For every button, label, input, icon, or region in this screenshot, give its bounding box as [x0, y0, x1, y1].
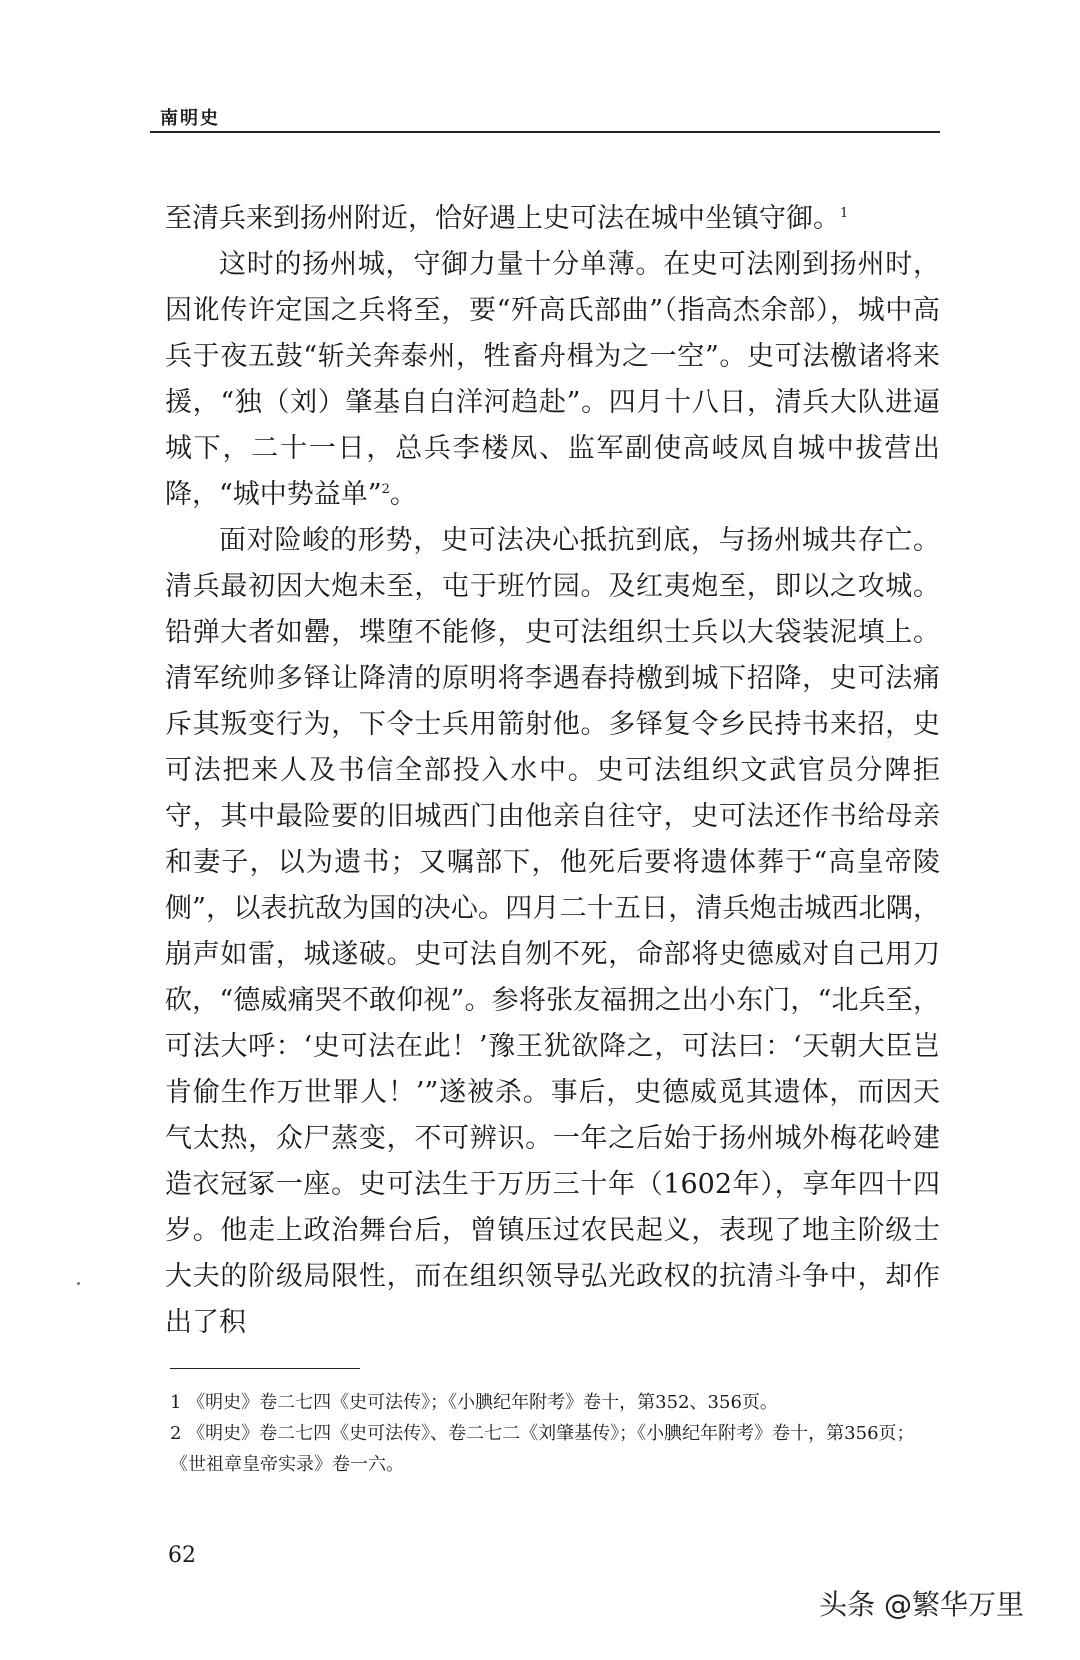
paragraph-text: 至清兵来到扬州附近，恰好遇上史可法在城中坐镇守御。 — [165, 203, 840, 234]
scan-speck — [77, 1282, 80, 1285]
footnote-ref: 1 — [840, 206, 849, 221]
page-number: 62 — [168, 1543, 196, 1568]
paragraph-text: 这时的扬州城，守御力量十分单薄。在史可法刚到扬州时，因讹传许定国之兵将至，要“歼高氏部曲”（指高杰余部），城中高兵于夜五鼓“斩关奔泰州，牲畜舟楫为之一空”。史可法檄诸将来援，“独（刘）肇基自白洋河趋赴”。四月十八日，清兵大队进逼城下，二十一日，总兵李楼凤、监军副使高岐凤自城中拔营出降，“城中势益单” — [165, 249, 940, 510]
running-header: 南明史 — [160, 108, 220, 129]
footnote — [170, 1387, 940, 1418]
paragraph — [165, 242, 940, 518]
footnote-text: 《明史》卷二七四《史可法传》；《小腆纪年附考》卷十，第352、356页。 — [187, 1392, 778, 1413]
paragraph-tail: 。 — [389, 479, 417, 510]
watermark: 头条 @繁华万里 — [819, 1588, 1024, 1621]
body-text — [165, 196, 940, 1346]
header-rule — [150, 131, 940, 133]
footnote-ref: 2 — [381, 482, 390, 497]
footnote-rule — [170, 1368, 360, 1369]
footnote-number: 2 — [170, 1423, 182, 1444]
paragraph-text: 面对险峻的形势，史可法决心抵抗到底，与扬州城共存亡。清兵最初因大炮未至，屯于班竹园。及红夷炮至，即以之攻城。铅弹大者如罍，堞堕不能修，史可法组织士兵以大袋装泥填上。清军统帅多铎让降清的原明将李遇春持檄到城下招降，史可法痛斥其叛变行为，下令士兵用箭射他。多铎复令乡民持书来招，史可法把来人及书信全部投入水中。史可法组织文武官员分陴拒守，其中最险要的旧城西门由他亲自往守，史可法还作书给母亲和妻子，以为遗书；又嘱部下，他死后要将遗体葬于“高皇帝陵侧”，以表抗敌为国的决心。四月二十五日，清兵炮击城西北隅，崩声如雷，城遂破。史可法自刎不死，命部将史德威对自己用刀砍，“德威痛哭不敢仰视”。参将张友福拥之出小东门，“北兵至，可法大呼：‘史可法在此！’豫王犹欲降之，可法曰：‘天朝大臣岂肯偷生作万世罪人！’”遂被杀。事后，史德威觅其遗体，而因天气太热，众尸蒸变，不可辨识。一年之后始于扬州城外梅花岭建造衣冠冢一座。史可法生于万历三十年（1602年），享年四十四岁。他走上政治舞台后，曾镇压过农民起义，表现了地主阶级士大夫的阶级局限性，而在组织领导弘光政权的抗清斗争中，却作出了积 — [165, 525, 940, 1338]
footnotes — [170, 1387, 940, 1480]
paragraph — [165, 196, 940, 242]
footnote-number: 1 — [170, 1392, 182, 1413]
footnote-text: 《明史》卷二七四《史可法传》、卷二七二《刘肇基传》；《小腆纪年附考》卷十，第356页；《世祖章皇帝实录》卷一六。 — [170, 1423, 915, 1475]
paragraph — [165, 518, 940, 1346]
footnote — [170, 1418, 940, 1480]
